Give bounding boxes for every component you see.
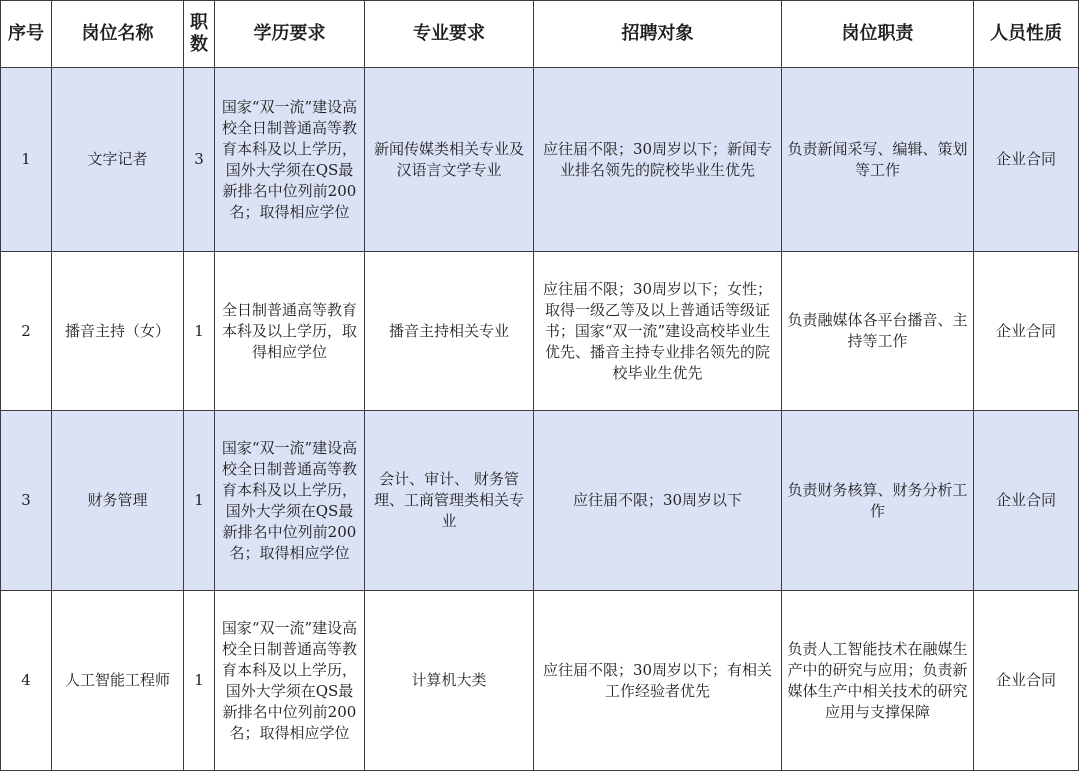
cell-position: 文字记者	[52, 68, 184, 252]
table-row	[1, 252, 1079, 411]
table-row	[1, 68, 1079, 252]
cell-major: 新闻传媒类相关专业及汉语言文学专业	[365, 68, 534, 252]
cell-education: 全日制普通高等教育本科及以上学历，取得相应学位	[215, 252, 365, 411]
cell-position: 播音主持（女）	[52, 252, 184, 411]
cell-duty: 负责融媒体各平台播音、主持等工作	[782, 252, 974, 411]
cell-count: 1	[184, 411, 215, 591]
cell-nature: 企业合同	[974, 252, 1079, 411]
cell-target: 应往届不限；30周岁以下	[534, 411, 782, 591]
cell-seq: 1	[1, 68, 52, 252]
cell-major: 播音主持相关专业	[365, 252, 534, 411]
cell-education: 国家“双一流”建设高校全日制普通高等教育本科及以上学历，国外大学须在QS最新排名中位列前200名；取得相应学位	[215, 68, 365, 252]
header-target: 招聘对象	[534, 1, 782, 68]
cell-seq: 2	[1, 252, 52, 411]
cell-education: 国家“双一流”建设高校全日制普通高等教育本科及以上学历，国外大学须在QS最新排名中位列前200名；取得相应学位	[215, 591, 365, 771]
table-row	[1, 591, 1079, 771]
header-count: 职数	[184, 1, 215, 68]
header-major: 专业要求	[365, 1, 534, 68]
cell-target: 应往届不限；30周岁以下；有相关工作经验者优先	[534, 591, 782, 771]
cell-position: 人工智能工程师	[52, 591, 184, 771]
header-row	[1, 1, 1079, 68]
header-duty: 岗位职责	[782, 1, 974, 68]
cell-target: 应往届不限；30周岁以下；新闻专业排名领先的院校毕业生优先	[534, 68, 782, 252]
cell-target: 应往届不限；30周岁以下；女性；取得一级乙等及以上普通话等级证书；国家“双一流”建设高校毕业生优先、播音主持专业排名领先的院校毕业生优先	[534, 252, 782, 411]
cell-major: 计算机大类	[365, 591, 534, 771]
cell-duty: 负责人工智能技术在融媒生产中的研究与应用；负责新媒体生产中相关技术的研究应用与支撑保障	[782, 591, 974, 771]
cell-major: 会计、审计、 财务管理、工商管理类相关专业	[365, 411, 534, 591]
header-position: 岗位名称	[52, 1, 184, 68]
header-education: 学历要求	[215, 1, 365, 68]
cell-seq: 4	[1, 591, 52, 771]
cell-count: 1	[184, 252, 215, 411]
cell-count: 3	[184, 68, 215, 252]
cell-duty: 负责财务核算、财务分析工作	[782, 411, 974, 591]
cell-nature: 企业合同	[974, 411, 1079, 591]
cell-duty: 负责新闻采写、编辑、策划等工作	[782, 68, 974, 252]
cell-count: 1	[184, 591, 215, 771]
header-seq: 序号	[1, 1, 52, 68]
table-row	[1, 411, 1079, 591]
cell-nature: 企业合同	[974, 591, 1079, 771]
cell-nature: 企业合同	[974, 68, 1079, 252]
cell-seq: 3	[1, 411, 52, 591]
cell-education: 国家“双一流”建设高校全日制普通高等教育本科及以上学历，国外大学须在QS最新排名中位列前200名；取得相应学位	[215, 411, 365, 591]
header-nature: 人员性质	[974, 1, 1079, 68]
cell-position: 财务管理	[52, 411, 184, 591]
